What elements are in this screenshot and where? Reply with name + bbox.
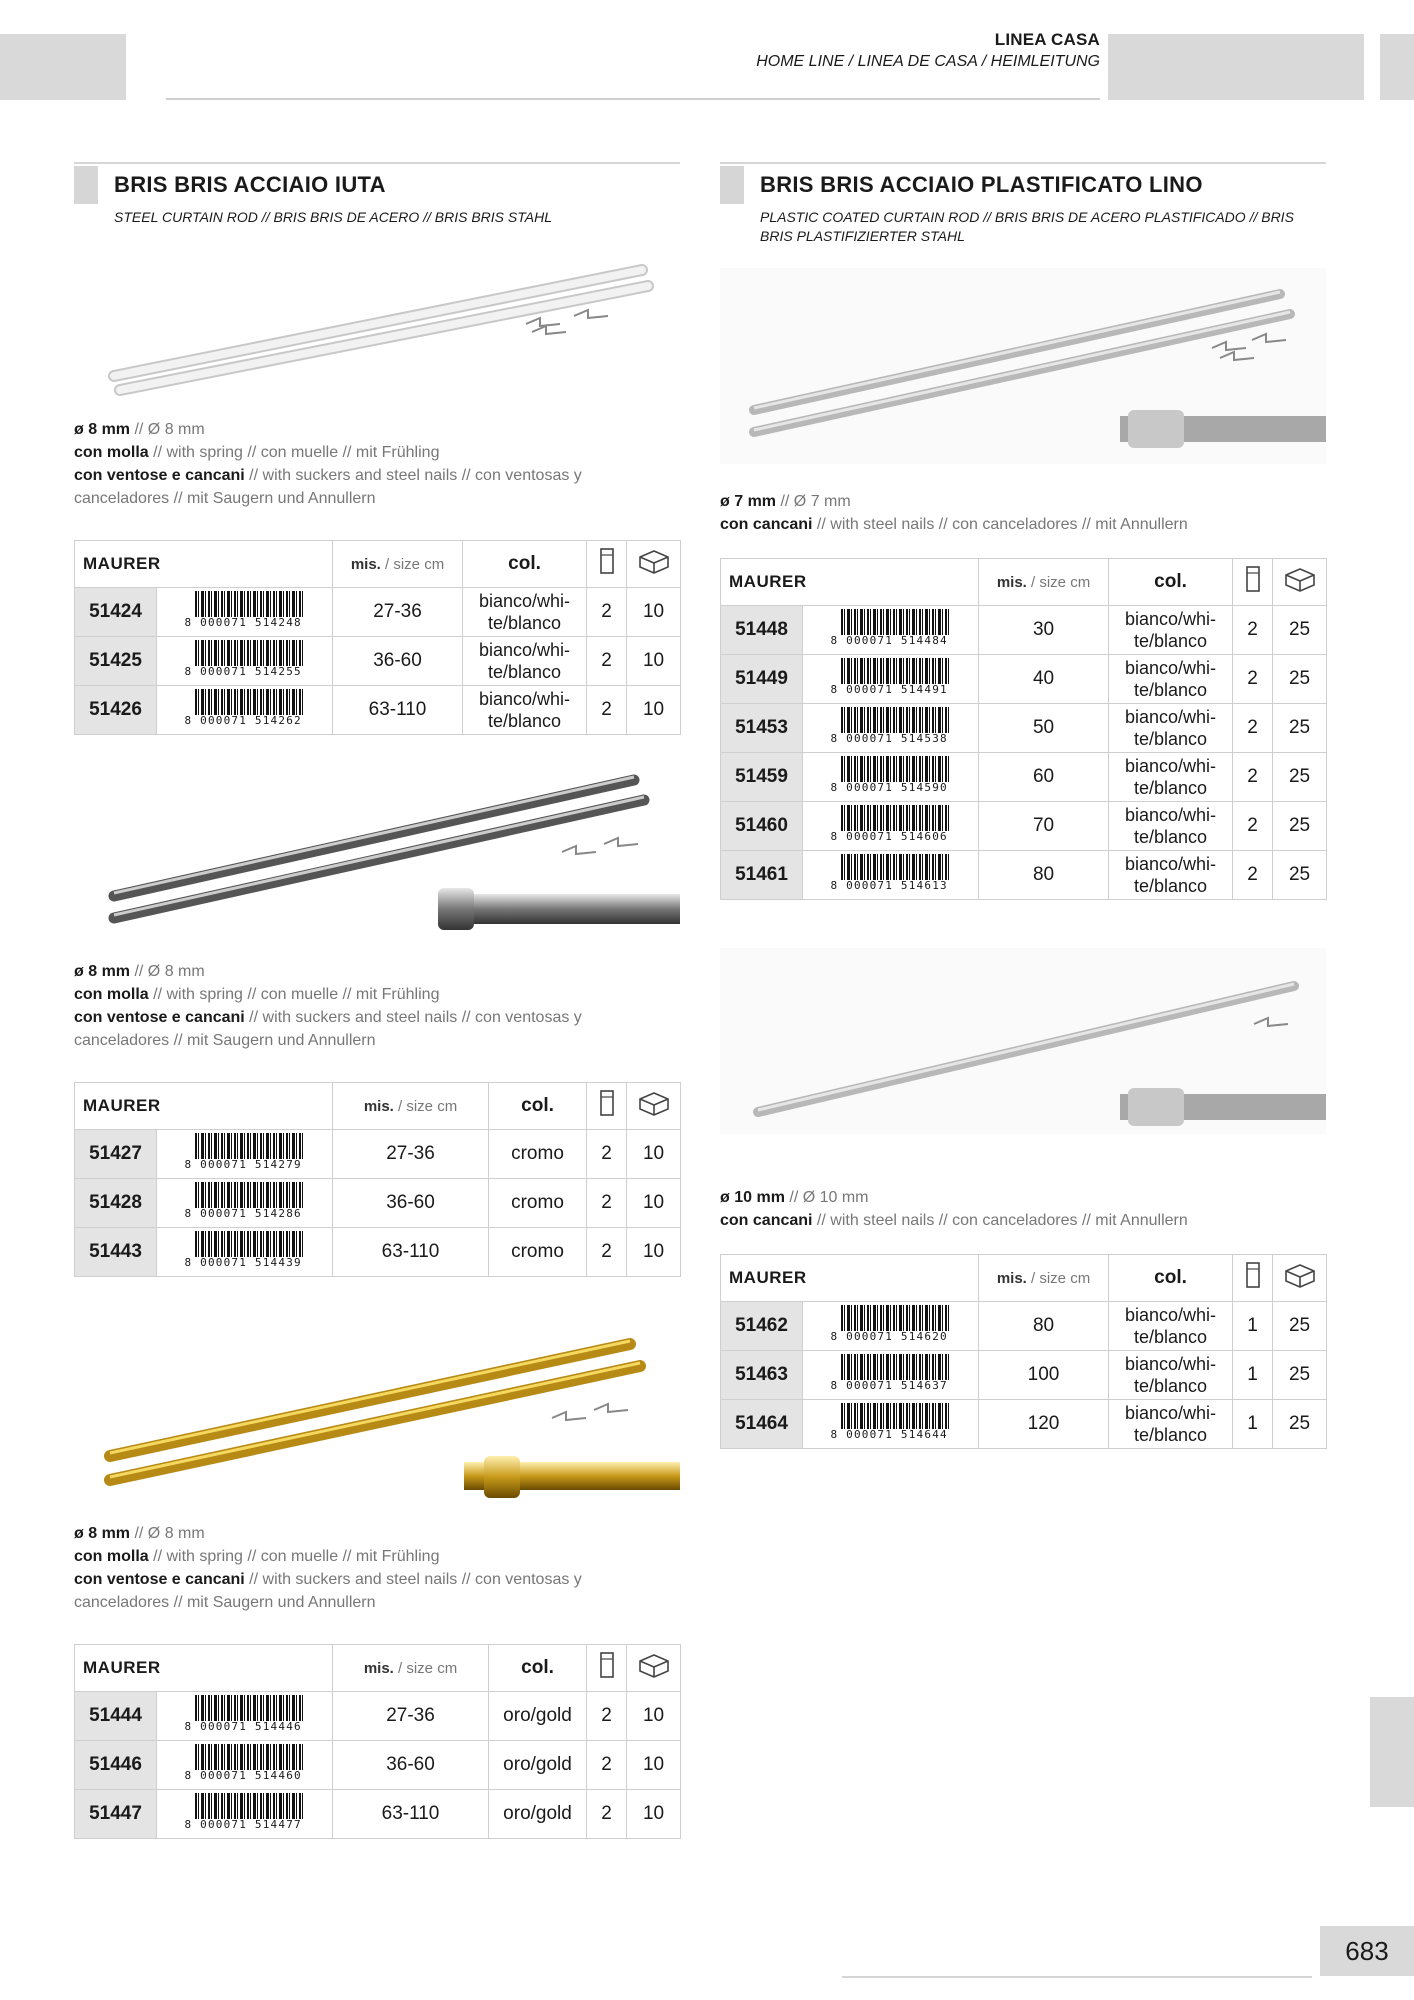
single-rod-illustration	[720, 948, 1326, 1134]
left-section-line	[74, 162, 680, 164]
barcode-icon: 8 000071 514613	[831, 852, 951, 892]
table-row: 51459 8 000071 514590 60 bianco/whi-te/blanco 2 25	[721, 753, 1327, 802]
size-header: mis. / size cm	[363, 1660, 458, 1677]
header-block-edge	[1380, 34, 1414, 100]
table-row: 51448 8 000071 514484 30 bianco/whi-te/blanco 2 25	[721, 606, 1327, 655]
box-icon	[1273, 559, 1327, 606]
barcode-icon: 8 000071 514262	[185, 687, 305, 727]
barcode-icon: 8 000071 514477	[185, 1791, 305, 1831]
barcode-icon: 8 000071 514460	[185, 1742, 305, 1782]
barcode-icon: 8 000071 514538	[831, 705, 951, 745]
barcode-icon: 8 000071 514590	[831, 754, 951, 794]
left-section-marker	[74, 166, 98, 204]
product-image-white-rods	[74, 240, 680, 408]
barcode-icon: 8 000071 514286	[185, 1180, 305, 1220]
size-header: mis. / size cm	[363, 1098, 458, 1115]
box-icon	[1273, 1255, 1327, 1302]
barcode-icon: 8 000071 514606	[831, 803, 951, 843]
header-block-right	[1108, 34, 1364, 100]
left-spec-3: ø 8 mm // Ø 8 mm con molla // with spring // con muelle // mit Frühling con ventose e cancani // with suckers and steel nails // con ventosas y canceladores // mit Saugern und Annullern	[74, 1525, 582, 1611]
unit-pack-icon	[1233, 1255, 1273, 1302]
table-row: 51460 8 000071 514606 70 bianco/whi-te/blanco 2 25	[721, 802, 1327, 851]
table-row: 51443 8 000071 514439 63-110 cromo 2 10	[75, 1228, 681, 1277]
unit-pack-icon	[1233, 559, 1273, 606]
right-section-subtitle: PLASTIC COATED CURTAIN ROD // BRIS BRIS DE ACERO PLASTIFICADO // BRIS BRIS PLASTIFIZIERTER STAHL	[760, 209, 1294, 244]
barcode-icon: 8 000071 514484	[831, 607, 951, 647]
page-number: 683	[1320, 1926, 1414, 1976]
product-image-single-rod	[720, 948, 1326, 1134]
barcode-icon: 8 000071 514446	[185, 1693, 305, 1733]
right-section-title: BRIS BRIS ACCIAIO PLASTIFICATO LINO	[760, 172, 1203, 197]
product-image-coated-rods	[720, 268, 1326, 464]
barcode-icon: 8 000071 514644	[831, 1401, 951, 1441]
color-header: col.	[1109, 1255, 1233, 1302]
barcode-icon: 8 000071 514255	[185, 638, 305, 678]
unit-pack-icon	[587, 541, 627, 588]
header-subtitle: HOME LINE / LINEA DE CASA / HEIMLEITUNG	[756, 53, 1100, 70]
left-section-subtitle: STEEL CURTAIN ROD // BRIS BRIS DE ACERO // BRIS BRIS STAHL	[114, 209, 552, 225]
header-block-left	[0, 34, 126, 100]
right-section-line	[720, 162, 1326, 164]
table-row: 51428 8 000071 514286 36-60 cromo 2 10	[75, 1179, 681, 1228]
maurer-logo: MAURER	[729, 1268, 807, 1287]
table-row: 51461 8 000071 514613 80 bianco/whi-te/blanco 2 25	[721, 851, 1327, 900]
left-spec-1: ø 8 mm // Ø 8 mm con molla // with spring // con muelle // mit Frühling con ventose e cancani // with suckers and steel nails // con ventosas y canceladores // mit Saugern und Annullern	[74, 421, 582, 507]
table-row: 51424 8 000071 514248 27-36 bianco/whi-te/blanco 2 10	[75, 588, 681, 637]
header-title: LINEA CASA	[994, 30, 1100, 49]
box-icon	[627, 541, 681, 588]
box-icon	[627, 1083, 681, 1130]
left-table-1	[74, 540, 681, 735]
barcode-icon: 8 000071 514279	[185, 1131, 305, 1171]
table-row: 51449 8 000071 514491 40 bianco/whi-te/blanco 2 25	[721, 655, 1327, 704]
size-header: mis. / size cm	[996, 574, 1091, 591]
left-table-3	[74, 1644, 681, 1839]
white-rods-illustration	[74, 240, 680, 408]
right-spec-2: ø 10 mm // Ø 10 mm con cancani // with steel nails // con canceladores // mit Annullern	[720, 1189, 1188, 1229]
table-row: 51427 8 000071 514279 27-36 cromo 2 10	[75, 1130, 681, 1179]
color-header: col.	[489, 1645, 587, 1692]
box-icon	[627, 1645, 681, 1692]
color-header: col.	[1109, 559, 1233, 606]
color-header: col.	[463, 541, 587, 588]
right-table-1	[720, 558, 1327, 900]
product-image-gold-rods	[74, 1310, 680, 1510]
table-row: 51462 8 000071 514620 80 bianco/whi-te/blanco 1 25	[721, 1302, 1327, 1351]
barcode-icon: 8 000071 514248	[185, 589, 305, 629]
gold-rods-illustration	[74, 1310, 680, 1510]
barcode-icon: 8 000071 514637	[831, 1352, 951, 1392]
right-table-2	[720, 1254, 1327, 1449]
product-image-chrome-rods	[74, 756, 680, 956]
size-header: mis. / size cm	[996, 1270, 1091, 1287]
header-divider	[166, 98, 1100, 100]
table-row: 51425 8 000071 514255 36-60 bianco/whi-te/blanco 2 10	[75, 637, 681, 686]
left-section-title: BRIS BRIS ACCIAIO IUTA	[114, 172, 386, 197]
size-header: mis. / size cm	[350, 556, 445, 573]
table-row: 51446 8 000071 514460 36-60 oro/gold 2 10	[75, 1741, 681, 1790]
chrome-rods-illustration	[74, 756, 680, 956]
footer-line	[842, 1976, 1312, 1978]
unit-pack-icon	[587, 1645, 627, 1692]
side-tab	[1370, 1697, 1414, 1807]
table-row: 51464 8 000071 514644 120 bianco/whi-te/blanco 1 25	[721, 1400, 1327, 1449]
table-row: 51444 8 000071 514446 27-36 oro/gold 2 10	[75, 1692, 681, 1741]
unit-pack-icon	[587, 1083, 627, 1130]
table-row: 51453 8 000071 514538 50 bianco/whi-te/blanco 2 25	[721, 704, 1327, 753]
maurer-logo: MAURER	[83, 554, 161, 573]
left-table-2	[74, 1082, 681, 1277]
barcode-icon: 8 000071 514491	[831, 656, 951, 696]
maurer-logo: MAURER	[729, 572, 807, 591]
color-header: col.	[489, 1083, 587, 1130]
maurer-logo: MAURER	[83, 1658, 161, 1677]
right-spec-1: ø 7 mm // Ø 7 mm con cancani // with steel nails // con canceladores // mit Annullern	[720, 493, 1188, 533]
table-row: 51463 8 000071 514637 100 bianco/whi-te/blanco 1 25	[721, 1351, 1327, 1400]
left-spec-2: ø 8 mm // Ø 8 mm con molla // with spring // con muelle // mit Frühling con ventose e cancani // with suckers and steel nails // con ventosas y canceladores // mit Saugern und Annullern	[74, 963, 582, 1049]
barcode-icon: 8 000071 514439	[185, 1229, 305, 1269]
coated-rods-illustration	[720, 268, 1326, 464]
table-row: 51447 8 000071 514477 63-110 oro/gold 2 10	[75, 1790, 681, 1839]
right-section-marker	[720, 166, 744, 204]
barcode-icon: 8 000071 514620	[831, 1303, 951, 1343]
table-row: 51426 8 000071 514262 63-110 bianco/whi-te/blanco 2 10	[75, 686, 681, 735]
maurer-logo: MAURER	[83, 1096, 161, 1115]
